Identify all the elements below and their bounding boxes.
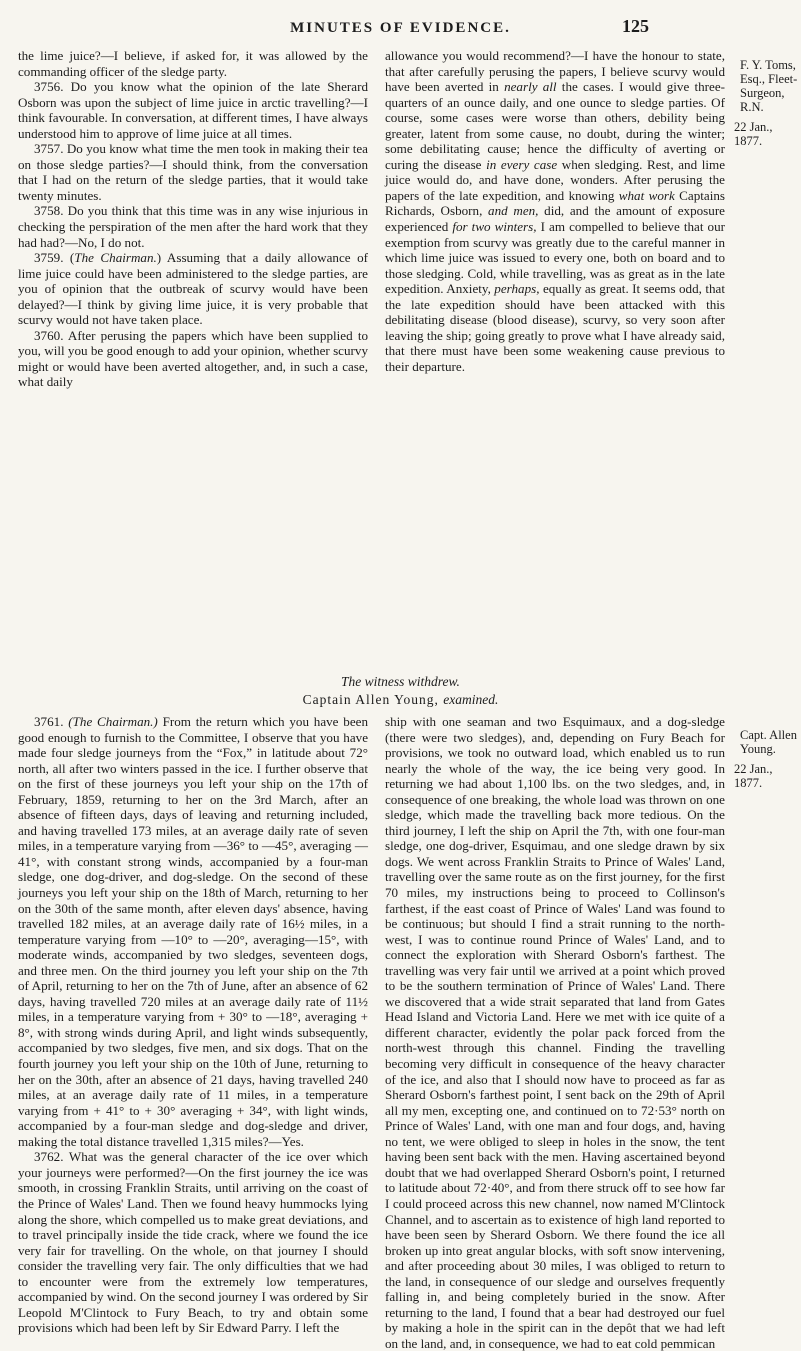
paragraph-3756: 3756. Do you know what the opinion of the late Sherard Osborn was upon the subject of lime juice in arctic travelling?—I think favourable. In conversation, at different times, I have always understood him to approve of lime juice at all times. (18, 79, 368, 141)
emphasis-every-case: in every case (486, 156, 558, 172)
answer-continuation: ship with one seaman and two Esquimaux, and a dog-sledge (there were two sledges), and, depending on Fury Beach for provisions, we took no outward load, which enabled us to run nearly the whole of the way, the ice being very good. In returning we had about 1,100 lbs. on the two sledges, and, in consequence of one breaking, the whole load was thrown on one sledge, which made the travelling back more tedious. On the third journey, I left the ship on April the 7th, with one four-man sledge, one dog-driver, Esquimau, and one sledge drawn by six dogs. We went across Franklin Straits to Prince of Wales' Land, travelling over the same route as on the first journey, for the first 70 miles, my instructions being to proceed to Collinson's farthest, if the east coast of Prince of Wales' Land was found to be continuous; but should I find a strait running to the north-west, I was to continue round Prince of Wales' Land, and to connect the exploration with Sherard Osborn's farthest. The travelling was very fair until we arrived at a point which proved to be the southern termination of Prince of Wales' Land. There we discovered that a wide strait separated that land from Gates Head Island and Victoria Land. Here we met with ice quite of a different character, evidently the polar pack forced from the north-west through this channel. Finding the travelling becoming very difficult in consequence of the heavy character of the ice, and also that I should now have to proceed as far as Sherard Osborn's farthest point, I sent back on the 29th of April all my men, excepting one, and continued on to 72·53° north on Prince of Wales' Land, with one man and four dogs, and, having no tent, we were obliged to sleep in holes in the snow, the tent having been sent back with the men. Having ascertained beyond doubt that we had overlapped Sherard Osborn's point, I returned to latitude about 72·40°, and from there struck off to see how far I could proceed across this new channel, now named M'Clintock Channel, and to ascertain as to existence of high land reported to have been seen by Sherard Osborn. We there found the ice all broken up into great angular blocks, with soft snow intervening, and after proceeding about 30 miles, I was obliged to return to the land, in consequence of our sledge and ourselves frequently falling in, and being completely buried in the snow. After returning to the land, I found that a bear had destroyed our fuel by making a hole in the spirit can in the depôt that we had left on the land, and, in consequence, we had to eat cold pemmican (385, 714, 725, 1351)
answer-text-d: Captains Richards, Osborn, (385, 187, 725, 219)
sidenote-date-1: 22 Jan., 1877. (734, 120, 773, 148)
emphasis-nearly-all: nearly all (504, 79, 557, 95)
answer-text-g: equally as great. It seems odd, that the late expedition should have been attacked with this debilitating disease (blood disease), scurvy, so very soon after leaving the ship; going greatly to prove what I have already said, that there must have been some weakening cause previous to their departure. (385, 281, 725, 374)
emphasis-two-winters: for two winters, (452, 219, 537, 235)
paragraph-3758: 3758. Do you think that this time was in any wise injurious in checking the perspiration of the men after the hard work that they had had?—No, I do not. (18, 203, 368, 250)
witness-withdrew: The witness withdrew. (341, 674, 460, 689)
answer-text-b: the cases. I would give three-quarters of an ounce daily, and one ounce to sledge parties. Of course, some cases were worse than others, debility being greater, latent from some cause, no doubt, during the winter; some debilitating cause; hence the difficulty of averting or curing the disease (385, 79, 726, 172)
answer-text-f: I am compelled to believe that our exemption from scurvy was greatly due to the careful manner in which lime juice was issued to every one, both on board and to those sledging. Cold, while travelling, was as great as in the late expedition. Anxiety, (385, 219, 725, 297)
paragraph-3759 (18, 250, 368, 328)
question-text: ) Assuming that a daily allowance of lime juice could have been administered to the sledge parties, are you of opinion that the outbreak of scurvy would have been delayed?—I think by giving lime juice, it is very probable that scurvy would not have taken place. (18, 250, 368, 328)
emphasis-and-men: and men, (488, 203, 539, 219)
speaker-chairman: The Chairman. (74, 250, 157, 266)
bottom-left-column (18, 714, 368, 1336)
sidenote-date-2: 22 Jan., 1877. (734, 762, 773, 790)
paragraph-3761 (18, 714, 368, 1149)
paragraph-3762: 3762. What was the general character of the ice over which your journeys were performed?—On the first journey the ice was smooth, in crossing Franklin Straits, until arriving on the coast of the Prince of Wales' Land. Then we found heavy hummocks lying along the shore, which compelled us to make great deviations, and to travel principally inside the tide crack, where we found the ice very fair for travelling. On the whole, on that journey I should consider the travelling very fair. The only difficulties that we had to encounter were from the extremely low temperatures, accompanied by wind. On the second journey I was ordered by Sir Leopold M'Clintock to Fury Beach, to try and obtain some provisions which had been left by Sir Edward Parry. I left the (18, 1149, 368, 1336)
top-left-column (18, 48, 368, 390)
examined-label: examined. (443, 692, 499, 707)
speaker-chairman: (The Chairman.) (68, 714, 158, 729)
paragraph-3760: 3760. After perusing the papers which have been supplied to you, will you be good enough to add your opinion, whether scurvy might or would have been averted altogether, and, in such a case, what daily (18, 327, 368, 390)
question-text: From the return which you have been good enough to furnish to the Committee, I observe that you have made four sledge journeys from the “Fox,” in latitude about 72° north, all after two winters passed in the ice. I further observe that on the first of these journeys you left your ship on the 17th of February, 1859, returning to her on the 3rd March, after an absence of fifteen days, days of leaving and returning included, and having travelled 173 miles, at an average daily rate of seven miles, in a temperature varying from —36° to —45°, averaging —41°, with constant strong winds, accompanied by a four-man sledge, one dog-driver, and dog-sledge. On the second of these journeys you left your ship on the 18th of March, returning to her on the 30th of the same month, after eleven days' absence, having travelled 182 miles, at an average daily rate of 16½ miles, in a temperature varying from —10° to —20°, averaging—15°, with moderate winds, accompanied by two sledges, seventeen dogs, and three men. On the third journey you left your ship on the 7th of April, returning to her on the 7th of June, after an absence of 62 days, having travelled 720 miles at an average daily rate of 11½ miles, in a temperature varying from + 30° to —18°, averaging + 8°, with strong winds during April, and light winds subsequently, accompanied by two sledges, five men, and six dogs. That on the fourth journey you left your ship on the 10th of June, returning to her on the 30th, after an absence of 21 days, having travelled 240 miles, at an average daily rate of 11 miles, in a temperature varying from + 41° to + 30° averaging + 34°, with light winds, accompanied by a four-man sledge and dog-sledge and driver, making the total distance travelled 1,315 miles?—Yes. (18, 714, 368, 1149)
page-number: 125 (622, 16, 649, 36)
witness-name: Captain Allen Young, (302, 692, 439, 707)
question-number: 3761. (34, 714, 64, 729)
answer-text-e: did, and the amount of exposure experienced (385, 203, 725, 235)
emphasis-perhaps: perhaps, (494, 281, 540, 297)
answer-text-a: allowance you would recommend?—I have the honour to state, that after carefully perusing the papers, I believe scurvy would have been averted in (385, 48, 725, 95)
question-number: 3759. ( (34, 250, 75, 266)
sidenote-witness-young: Capt. Allen Young. (740, 728, 797, 756)
paragraph: the lime juice?—I believe, if asked for, it was allowed by the commanding officer of the sledge party. (18, 48, 368, 79)
sidenote-witness-toms: F. Y. Toms, Esq., Fleet-Surgeon, R.N. (740, 58, 798, 114)
bottom-right-column (385, 714, 725, 1351)
top-right-column (385, 48, 725, 374)
section-heading (0, 692, 801, 708)
paragraph-3757: 3757. Do you know what time the men took in making their tea on those sledge parties?—I should think, from the conversation that I had on the return of the sledge parties, that it would take twenty minutes. (18, 141, 368, 203)
answer-text-c: when sledging. Rest, and lime juice would do, and have done, wonders. After perusing the papers of the late expedition, and knowing (385, 156, 726, 203)
emphasis-what-work: what work (618, 187, 675, 203)
running-head: MINUTES OF EVIDENCE. (290, 20, 511, 36)
answer-paragraph (385, 48, 725, 374)
